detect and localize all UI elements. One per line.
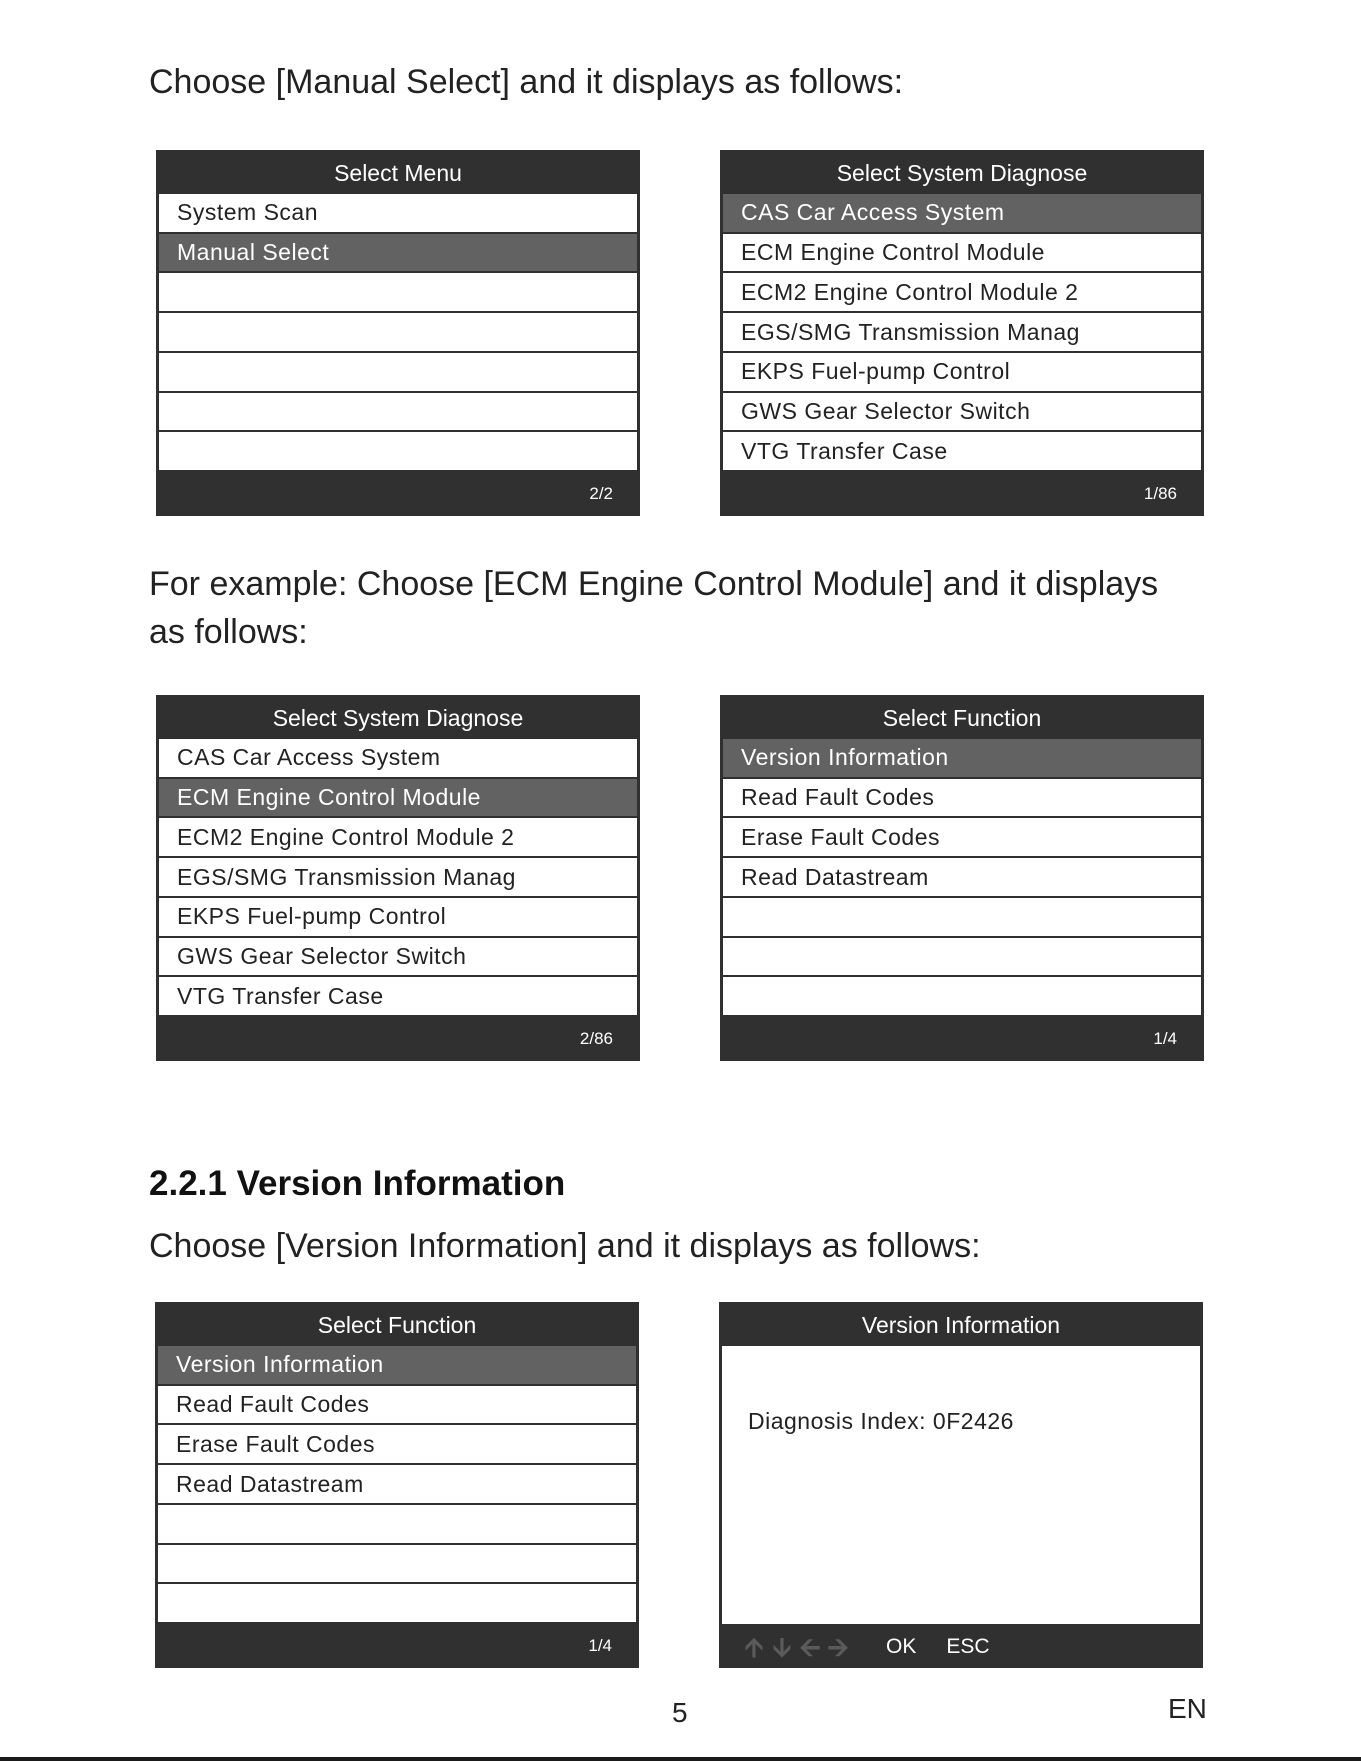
list-item[interactable]: Read Datastream [158, 1465, 636, 1503]
list-item-selected[interactable]: CAS Car Access System [723, 194, 1201, 232]
screen-select-menu [156, 150, 640, 516]
list-item-selected[interactable]: Manual Select [159, 234, 637, 272]
page-indicator: 1/4 [588, 1636, 612, 1655]
page-indicator: 1/4 [1153, 1029, 1177, 1048]
list-item-selected[interactable]: Version Information [158, 1346, 636, 1384]
intro-paragraph: Choose [Manual Select] and it displays as follows: [149, 63, 904, 101]
list-item-empty [723, 977, 1201, 1015]
list-item-empty [159, 313, 637, 351]
list-item-empty [159, 393, 637, 431]
list-item-selected[interactable]: ECM Engine Control Module [159, 779, 637, 817]
list-item-empty [159, 273, 637, 311]
list-item[interactable]: System Scan [159, 194, 637, 232]
screen-title: Select Function [882, 705, 1042, 731]
example-paragraph-line2: as follows: [149, 613, 308, 651]
screen-title: Select Function [317, 1312, 477, 1338]
list-item-empty [159, 432, 637, 470]
list-item-empty [723, 898, 1201, 936]
list-item[interactable]: EKPS Fuel-pump Control [159, 898, 637, 936]
list-item-empty [158, 1505, 636, 1543]
list-item[interactable]: CAS Car Access System [159, 739, 637, 777]
screen-footer [723, 470, 1201, 516]
screen-title: Select System Diagnose [836, 160, 1088, 186]
list-item[interactable]: EGS/SMG Transmission Manag [159, 858, 637, 896]
arrow-up-icon[interactable]: 🡩 [744, 1632, 764, 1662]
list-item-empty [158, 1545, 636, 1583]
esc-button[interactable]: ESC [946, 1635, 990, 1658]
list-item[interactable]: GWS Gear Selector Switch [723, 393, 1201, 431]
function-list [158, 1346, 636, 1622]
list-item[interactable]: EKPS Fuel-pump Control [723, 353, 1201, 391]
screen-footer [722, 1624, 1200, 1668]
list-item[interactable]: Erase Fault Codes [158, 1425, 636, 1463]
version-paragraph: Choose [Version Information] and it displays as follows: [149, 1227, 981, 1265]
list-item[interactable]: ECM Engine Control Module [723, 234, 1201, 272]
screen-version-information [719, 1302, 1203, 1668]
menu-list [159, 194, 637, 470]
example-paragraph-line1: For example: Choose [ECM Engine Control Module] and it displays [149, 565, 1159, 603]
page-indicator: 2/2 [589, 484, 613, 503]
list-item[interactable]: Read Datastream [723, 858, 1201, 896]
list-item[interactable]: Erase Fault Codes [723, 818, 1201, 856]
screen-system-diagnose [720, 150, 1204, 516]
list-item-empty [158, 1584, 636, 1622]
system-list [723, 194, 1201, 470]
screen-footer [158, 1622, 636, 1668]
list-item-empty [723, 938, 1201, 976]
page-indicator: 1/86 [1143, 484, 1177, 503]
list-item[interactable]: VTG Transfer Case [723, 432, 1201, 470]
bottom-rule [0, 1757, 1361, 1761]
screen-title: Select Menu [334, 160, 462, 186]
section-heading: 2.2.1 Version Information [149, 1164, 566, 1203]
list-item[interactable]: GWS Gear Selector Switch [159, 938, 637, 976]
function-list [723, 739, 1201, 1015]
system-list [159, 739, 637, 1015]
screen-footer [159, 470, 637, 516]
list-item[interactable]: ECM2 Engine Control Module 2 [159, 818, 637, 856]
screen-system-diagnose [156, 695, 640, 1061]
page-number: 5 [672, 1697, 688, 1728]
arrow-down-icon[interactable]: 🡫 [772, 1632, 792, 1662]
list-item[interactable]: Read Fault Codes [158, 1386, 636, 1424]
list-item[interactable]: Read Fault Codes [723, 779, 1201, 817]
list-item[interactable]: VTG Transfer Case [159, 977, 637, 1015]
screen-title: Select System Diagnose [272, 705, 524, 731]
screen-select-function [720, 695, 1204, 1061]
diagnosis-index: Diagnosis Index: 0F2426 [748, 1408, 1014, 1434]
list-item-empty [159, 353, 637, 391]
arrow-left-icon[interactable]: 🡨 [799, 1632, 821, 1662]
list-item[interactable]: ECM2 Engine Control Module 2 [723, 273, 1201, 311]
screen-footer [159, 1015, 637, 1061]
page-indicator: 2/86 [579, 1029, 613, 1048]
screen-title: Version Information [861, 1312, 1061, 1338]
list-item-selected[interactable]: Version Information [723, 739, 1201, 777]
ok-button[interactable]: OK [886, 1635, 917, 1658]
screen-select-function [155, 1302, 639, 1668]
arrow-right-icon[interactable]: 🡪 [827, 1632, 849, 1662]
list-item[interactable]: EGS/SMG Transmission Manag [723, 313, 1201, 351]
nav-keys [740, 1632, 990, 1662]
screen-footer [723, 1015, 1201, 1061]
info-body [722, 1346, 1200, 1624]
language-label: EN [1168, 1693, 1207, 1724]
